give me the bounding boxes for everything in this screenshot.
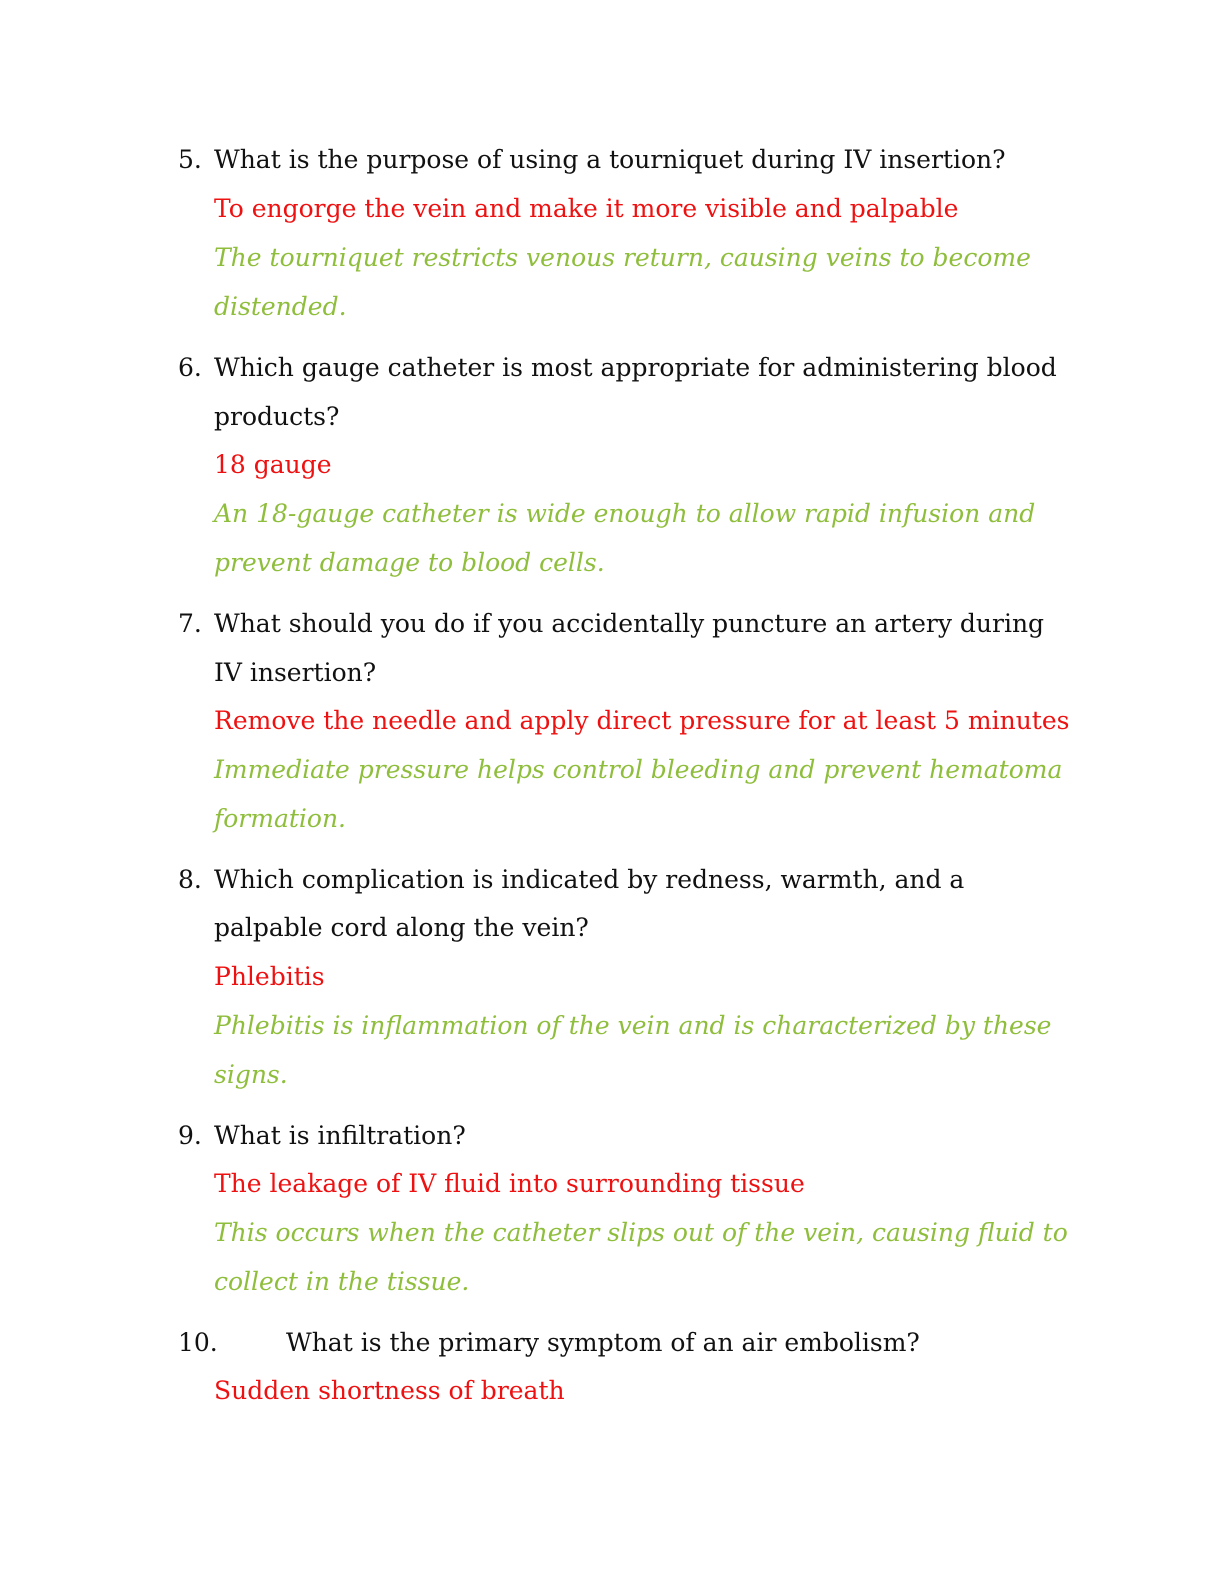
explanation-text: This occurs when the catheter slips out of the vein, causing fluid to: [214, 1218, 1068, 1247]
question-number: 5.: [178, 145, 202, 174]
answer-text: Remove the needle and apply direct pressure for at least 5 minutes: [214, 706, 1070, 735]
question-text: Which complication is indicated by redness, warmth, and a: [214, 865, 965, 894]
answer-text: Phlebitis: [214, 962, 325, 991]
explanation-text: Phlebitis is inflammation of the vein and is characterized by these: [214, 1011, 1052, 1040]
explanation-text: formation.: [214, 804, 347, 833]
explanation-text: distended.: [214, 292, 347, 321]
question-number: 7.: [178, 609, 202, 638]
question-number: 9.: [178, 1121, 202, 1150]
question-text: What should you do if you accidentally puncture an artery during: [214, 609, 1045, 638]
answer-text: The leakage of IV fluid into surrounding tissue: [214, 1169, 805, 1198]
question-text: IV insertion?: [214, 658, 377, 687]
question-text: Which gauge catheter is most appropriate for administering blood: [214, 353, 1057, 382]
explanation-text: signs.: [214, 1060, 288, 1089]
explanation-text: An 18-gauge catheter is wide enough to allow rapid infusion and: [214, 499, 1036, 528]
answer-text: Sudden shortness of breath: [214, 1376, 565, 1405]
question-text: What is infiltration?: [214, 1121, 466, 1150]
question-number: 6.: [178, 353, 202, 382]
question-text: palpable cord along the vein?: [214, 913, 589, 942]
question-text: What is the purpose of using a tourniquet during IV insertion?: [214, 145, 1006, 174]
question-text: products?: [214, 402, 340, 431]
question-number: 10.: [178, 1328, 218, 1357]
explanation-text: prevent damage to blood cells.: [214, 548, 605, 577]
question-number: 8.: [178, 865, 202, 894]
answer-text: 18 gauge: [214, 450, 332, 479]
answer-text: To engorge the vein and make it more visible and palpable: [214, 194, 959, 223]
explanation-text: collect in the tissue.: [214, 1267, 470, 1296]
explanation-text: Immediate pressure helps control bleeding and prevent hematoma: [214, 755, 1063, 784]
explanation-text: The tourniquet restricts venous return, causing veins to become: [214, 243, 1031, 272]
question-text: What is the primary symptom of an air embolism?: [286, 1328, 920, 1357]
